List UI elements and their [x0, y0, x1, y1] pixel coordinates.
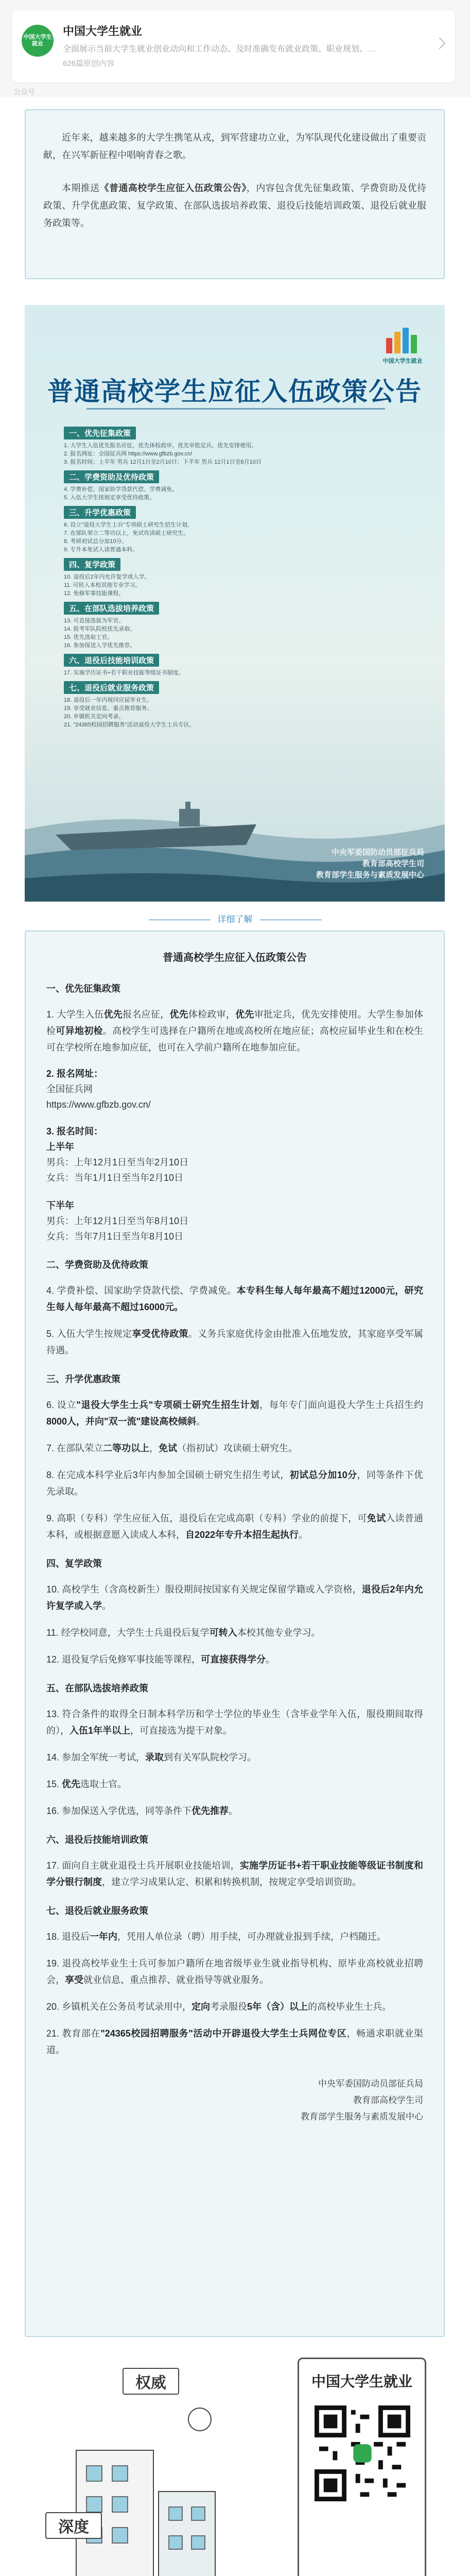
- bold: 入伍1年半以上: [69, 1725, 131, 1736]
- poster-section-line: 9. 专升本免试入读普通本科。: [64, 547, 138, 553]
- text: 19. 退役高校毕业生士兵可参加户籍所在地省级毕业生就业指导机构、原毕业高校就业招聘会，: [46, 1958, 423, 1985]
- policy-item-3: [46, 1124, 423, 1244]
- policy-poster-image: [25, 305, 445, 902]
- bold: 实施学历证书+若干职业技能等级证书制度和学分银行制度: [46, 1860, 423, 1887]
- poster-section-line: 15. 优先选取士官。: [64, 634, 113, 640]
- aircraft-carrier-illustration: [50, 799, 267, 855]
- item-line: 男兵：上年12月1日至当年2月10日: [46, 1157, 189, 1167]
- text: 20. 乡镇机关在公务员考试录用中，: [46, 2002, 192, 2012]
- section-heading: 四、复学政策: [46, 1558, 102, 1569]
- item-line: 女兵：当年1月1日至当年2月10日: [46, 1173, 184, 1183]
- poster-section: [64, 506, 352, 554]
- bold: 可直接获得学分: [201, 1654, 266, 1665]
- bold: "24365校园招聘服务"活动中开辟退役大学生士兵网位专区: [100, 2028, 347, 2039]
- logo-bar: [403, 328, 409, 353]
- chevron-right-icon[interactable]: [434, 38, 446, 49]
- text: 18. 退役后: [46, 1931, 90, 1942]
- text: 16. 参加保送入学优选，同等条件下: [46, 1806, 192, 1816]
- poster-divider: [86, 408, 385, 410]
- bold: 8000人，并向"双一流"建设高校倾斜: [46, 1416, 197, 1427]
- poster-section: [64, 681, 352, 729]
- poster-section: [64, 602, 352, 650]
- bold: 录取: [145, 1752, 164, 1762]
- policy-item-15: [46, 1776, 423, 1792]
- poster-section: [64, 558, 352, 598]
- poster-section-line: 13. 可直接选拔为军官。: [64, 618, 125, 624]
- text: 14. 参加全军统一考试，: [46, 1752, 146, 1762]
- bold: 退役后2年内允许复学或入学: [46, 1584, 423, 1611]
- item-line: 女兵：当年7月1日至当年8月10日: [46, 1231, 184, 1242]
- signature-line: 中央军委国防动员部征兵局: [318, 2079, 423, 2089]
- text: 11. 经学校同意，大学生士兵退役后复学: [46, 1628, 210, 1638]
- poster-sections: [64, 427, 352, 733]
- policy-title: 普通高校学生应征入伍政策公告: [163, 952, 307, 963]
- text: ，可直接选为提干对象。: [130, 1725, 233, 1736]
- account-logo-text: 中国大学生就业: [23, 33, 52, 47]
- policy-item-6: [46, 1397, 423, 1430]
- bold: 享受: [65, 1975, 83, 1985]
- policy-item-9: [46, 1510, 423, 1543]
- text: 。义务兵家庭优待金由批准入伍地发放，其家庭享受军属待遇。: [46, 1329, 424, 1355]
- text: 。: [229, 1806, 238, 1816]
- text: 17. 面向自主就业退役士兵开展职业技能培训，: [46, 1860, 240, 1871]
- bold: 二等功以上: [103, 1443, 150, 1453]
- poster-section-heading: 二、学费资助及优待政策: [64, 470, 159, 483]
- item-heading: 2. 报名网址：: [46, 1069, 103, 1079]
- policy-item-8: [46, 1467, 423, 1500]
- poster-section-line: 2. 报名网址：全国征兵网 https://www.gfbzb.gov.cn/: [64, 451, 193, 457]
- policy-item-18: [46, 1928, 423, 1945]
- text: ，畅通求职就业渠道。: [46, 2028, 424, 2055]
- poster-section: [64, 654, 352, 677]
- public-account-label: 公众号: [13, 88, 35, 96]
- qr-code-icon[interactable]: [315, 2405, 410, 2501]
- text: 本校其他专业学习。: [237, 1628, 321, 1638]
- poster-section-heading: 七、退役后就业服务政策: [64, 681, 159, 694]
- item-line: 全国征兵网: [46, 1084, 93, 1094]
- poster-section: [64, 470, 352, 502]
- section-heading: 三、升学优惠政策: [46, 1374, 120, 1384]
- text: 报名应征，: [123, 1009, 170, 1020]
- text: 8. 在完成本科学业后3年内参加全国硕士研究生招生考试，: [46, 1470, 290, 1480]
- poster-section-line: 11. 可转入本校其他专业学习。: [64, 582, 141, 588]
- policy-item-12: [46, 1651, 423, 1668]
- text: 。: [266, 1654, 275, 1665]
- text: 21. 教育部在: [46, 2028, 101, 2039]
- poster-section-line: 6. 设立"退役大学生士兵"专项硕士研究生招生计划。: [64, 522, 194, 528]
- brand-logo-label: 中国大学生就业: [382, 358, 423, 364]
- bold: 优先: [235, 1009, 254, 1020]
- text: 7. 在部队荣立: [46, 1443, 103, 1453]
- article-count: 626篇原创内容: [63, 59, 115, 68]
- poster-section-heading: 六、退役后技能培训政策: [64, 654, 159, 667]
- spacer: [46, 1185, 423, 1198]
- registration-url-link[interactable]: https://www.gfbzb.gov.cn/: [46, 1099, 151, 1110]
- account-name[interactable]: 中国大学生就业: [63, 25, 143, 38]
- poster-section-line: 12. 免修军事技能课程。: [64, 590, 125, 597]
- bold: 一年内: [90, 1931, 118, 1942]
- policy-item-17: [46, 1857, 423, 1890]
- bold: 优先: [62, 1779, 81, 1789]
- intro-paragraph-2: [43, 179, 426, 232]
- intro-box: [25, 109, 445, 279]
- poster-section-line: 1. 大学生入伍优先报名应征，优先体检政审，优先审批定兵，优先安排使用。: [64, 443, 257, 449]
- tag-depth: 深度: [45, 2512, 102, 2539]
- bold: 免试: [159, 1443, 178, 1453]
- item-subheading: 下半年: [46, 1200, 74, 1211]
- bold: 优先推荐: [192, 1806, 229, 1816]
- policy-item-7: [46, 1440, 423, 1456]
- item-line: 男兵：上年12月1日至当年8月10日: [46, 1216, 189, 1226]
- footer-illustration: [45, 2358, 231, 2576]
- poster-section-heading: 五、在部队选拔培养政策: [64, 602, 159, 615]
- item-subheading: 上半年: [46, 1142, 74, 1152]
- intro-paragraph-1: 近年来，越来越多的大学生携笔从戎，到军营建功立业，为军队现代化建设做出了重要贡献，在兴军新征程中唱响青春之歌。: [43, 132, 426, 160]
- policy-item-2: [46, 1066, 423, 1112]
- text: 4. 学费补偿、国家助学贷款代偿、学费减免。: [46, 1285, 237, 1296]
- account-description: 全面展示当前大学生就业创业动向和工作动态、及时准确发布就业政策、职业规划、…: [63, 45, 376, 54]
- signature-line: 教育部高校学生司: [362, 859, 424, 868]
- logo-bar: [386, 338, 392, 353]
- section-heading: 一、优先征集政策: [46, 984, 120, 994]
- poster-section-heading: 三、升学优惠政策: [64, 506, 136, 519]
- poster-section-line: 10. 退役后2年内允许复学或入学。: [64, 574, 150, 580]
- policy-signature: [46, 2076, 423, 2125]
- intro-bold: 《普通高校学生应征入伍政策公告》: [99, 183, 247, 193]
- section-heading: 二、学费资助及优待政策: [46, 1260, 148, 1270]
- section-heading: 七、退役后就业服务政策: [46, 1906, 148, 1916]
- qr-card-title: 中国大学生就业: [311, 2374, 412, 2389]
- poster-section-line: 14. 报考军队院校优先录取。: [64, 626, 136, 632]
- text: ，同等条件下优先录取。: [46, 1470, 423, 1497]
- bold: 定向: [192, 2002, 211, 2012]
- poster-section-line: 17. 实施学历证书+若干职业技能等级证书制度。: [64, 670, 184, 676]
- bold: "退役大学生士兵"专项硕士研究生招生计划: [76, 1400, 260, 1410]
- text: 选取士官。: [80, 1779, 127, 1789]
- bold: 本专科生每人每年最高不超过12000元，研究生每人每年最高不超过16000元。: [46, 1285, 423, 1312]
- text: （指初试）攻读硕士研究生。: [177, 1443, 298, 1453]
- policy-text-box: [25, 930, 445, 2337]
- text: 的高校毕业生士兵。: [308, 2002, 392, 2012]
- poster-section-line: 21. "24365校园招聘服务"活动退役大学生士兵专区。: [64, 722, 195, 728]
- poster-section-line: 16. 参加保送入学优先推荐。: [64, 642, 136, 649]
- poster-signature: [316, 847, 424, 881]
- text: 就业信息、重点推荐、就业指导等就业服务。: [83, 1975, 269, 1985]
- section-heading: 六、退役后技能培训政策: [46, 1835, 148, 1845]
- qr-card[interactable]: [298, 2358, 426, 2576]
- bold: 自2022年专升本招生起执行: [185, 1530, 299, 1540]
- bold: 享受优待政策: [132, 1329, 188, 1339]
- text: 审批定兵，优先安排使用。大学生参加体检: [46, 1009, 424, 1036]
- text: ，: [149, 1443, 159, 1453]
- detail-divider-label: 详细了解: [0, 912, 470, 925]
- poster-section-line: 8. 考研初试总分加10分。: [64, 538, 128, 545]
- policy-item-10: [46, 1581, 423, 1614]
- poster-section-line: 4. 学费补偿、国家助学贷款代偿、学费减免。: [64, 486, 178, 493]
- policy-item-20: [46, 1998, 423, 2015]
- text: 12. 退役复学后免修军事技能等课程，: [46, 1654, 201, 1665]
- account-header: [0, 0, 470, 97]
- policy-item-4: [46, 1282, 423, 1315]
- item-heading: 3. 报名时间：: [46, 1126, 103, 1137]
- poster-section: [64, 427, 352, 466]
- bold: 可转入: [209, 1628, 237, 1638]
- logo-bar: [394, 332, 401, 353]
- signature-line: 教育部高校学生司: [353, 2095, 423, 2105]
- text: 。: [102, 1601, 111, 1611]
- bold: 5年（含）以上: [247, 2002, 308, 2012]
- poster-section-line: 18. 退役后一年内视同应届毕业生。: [64, 697, 153, 703]
- text: 6. 设立: [46, 1400, 77, 1410]
- text: 5. 入伍大学生按规定: [46, 1329, 132, 1339]
- text: 13. 符合条件的取得全日制本科学历和学士学位的毕业生（含毕业学年入伍，服役期间取得的），: [46, 1709, 423, 1736]
- bold: 优先: [103, 1009, 123, 1020]
- text: 。: [196, 1416, 206, 1427]
- tag-authority: 权威: [123, 2368, 179, 2395]
- policy-item-11: [46, 1624, 423, 1641]
- bold: 优先: [169, 1009, 188, 1020]
- poster-section-heading: 四、复学政策: [64, 558, 120, 571]
- text: ，凭用人单位录（聘）用手续，可办理就业报到手续，户档随迁。: [117, 1931, 387, 1942]
- intro-text: ，内容包含优先征集政策、学费资助及优待政策、升学优惠政策、复学政策、在部队选拔培养政策、退役后技能培训政策、退役后就业服务政策等。: [43, 183, 427, 228]
- text: 到有关军队院校学习。: [164, 1752, 257, 1762]
- poster-section-line: 19. 享受就业信息、重点推荐服务。: [64, 705, 153, 711]
- text: ，建立学习成果认定、积累和转换机制，按规定享受培训资助。: [102, 1877, 361, 1887]
- policy-item-5: [46, 1326, 423, 1359]
- text: 9. 高职（专科）学生应征入伍，退役后在完成高职（专科）学业的前提下，可: [46, 1513, 367, 1523]
- footer: [25, 2352, 445, 2576]
- text: 1. 大学生入伍: [46, 1009, 104, 1020]
- policy-item-13: [46, 1706, 423, 1739]
- text: ，每年专门面向退役大学生士兵招生约: [259, 1400, 423, 1410]
- intro-text: 本期推送: [62, 183, 100, 193]
- bold: 免试: [367, 1513, 386, 1523]
- policy-item-14: [46, 1749, 423, 1766]
- poster-section-heading: 一、优先征集政策: [64, 427, 136, 439]
- text: 考录服役: [210, 2002, 248, 2012]
- text: 体检政审，: [188, 1009, 236, 1020]
- signature-line: 教育部学生服务与素质发展中心: [301, 2112, 423, 2122]
- policy-item-16: [46, 1803, 423, 1819]
- bold: 可异地初检: [56, 1026, 103, 1036]
- signature-line: 中央军委国防动员部征兵局: [331, 848, 424, 857]
- account-card[interactable]: [12, 10, 455, 82]
- text: 。高校学生可选择在户籍所在地或高校所在地应征；高校应届毕业生和在校生可在学校所在地参加应征，也可在入学前户籍所在地参加应征。: [46, 1026, 424, 1053]
- policy-item-21: [46, 2025, 423, 2058]
- policy-item-19: [46, 1955, 423, 1988]
- poster-section-line: 3. 报名时间：上半年 男兵 12月1日至2月10日；下半年 男兵 12月1日至8月10日: [64, 459, 262, 465]
- poster-title: 普通高校学生应征入伍政策公告: [47, 377, 422, 406]
- bold: 初试总分加10分: [289, 1470, 357, 1480]
- policy-item-1: [46, 1006, 423, 1056]
- brand-logo: [382, 326, 423, 365]
- text: 入读普通本科，或根据意愿入读成人本科，: [46, 1513, 424, 1540]
- logo-bar: [411, 335, 417, 353]
- section-heading: 五、在部队选拔培养政策: [46, 1683, 148, 1693]
- poster-section-line: 7. 在部队荣立二等功以上，免试攻读硕士研究生。: [64, 530, 189, 536]
- poster-section-line: 20. 乡镇机关定向考录。: [64, 714, 125, 720]
- text: 10. 高校学生（含高校新生）服役期间按国家有关规定保留学籍或入学资格，: [46, 1584, 362, 1595]
- account-logo: [22, 25, 54, 57]
- text: 。: [299, 1530, 308, 1540]
- text: 15.: [46, 1779, 62, 1789]
- signature-line: 教育部学生服务与素质发展中心: [316, 871, 424, 879]
- poster-section-line: 5. 入伍大学生按规定享受优待政策。: [64, 495, 155, 501]
